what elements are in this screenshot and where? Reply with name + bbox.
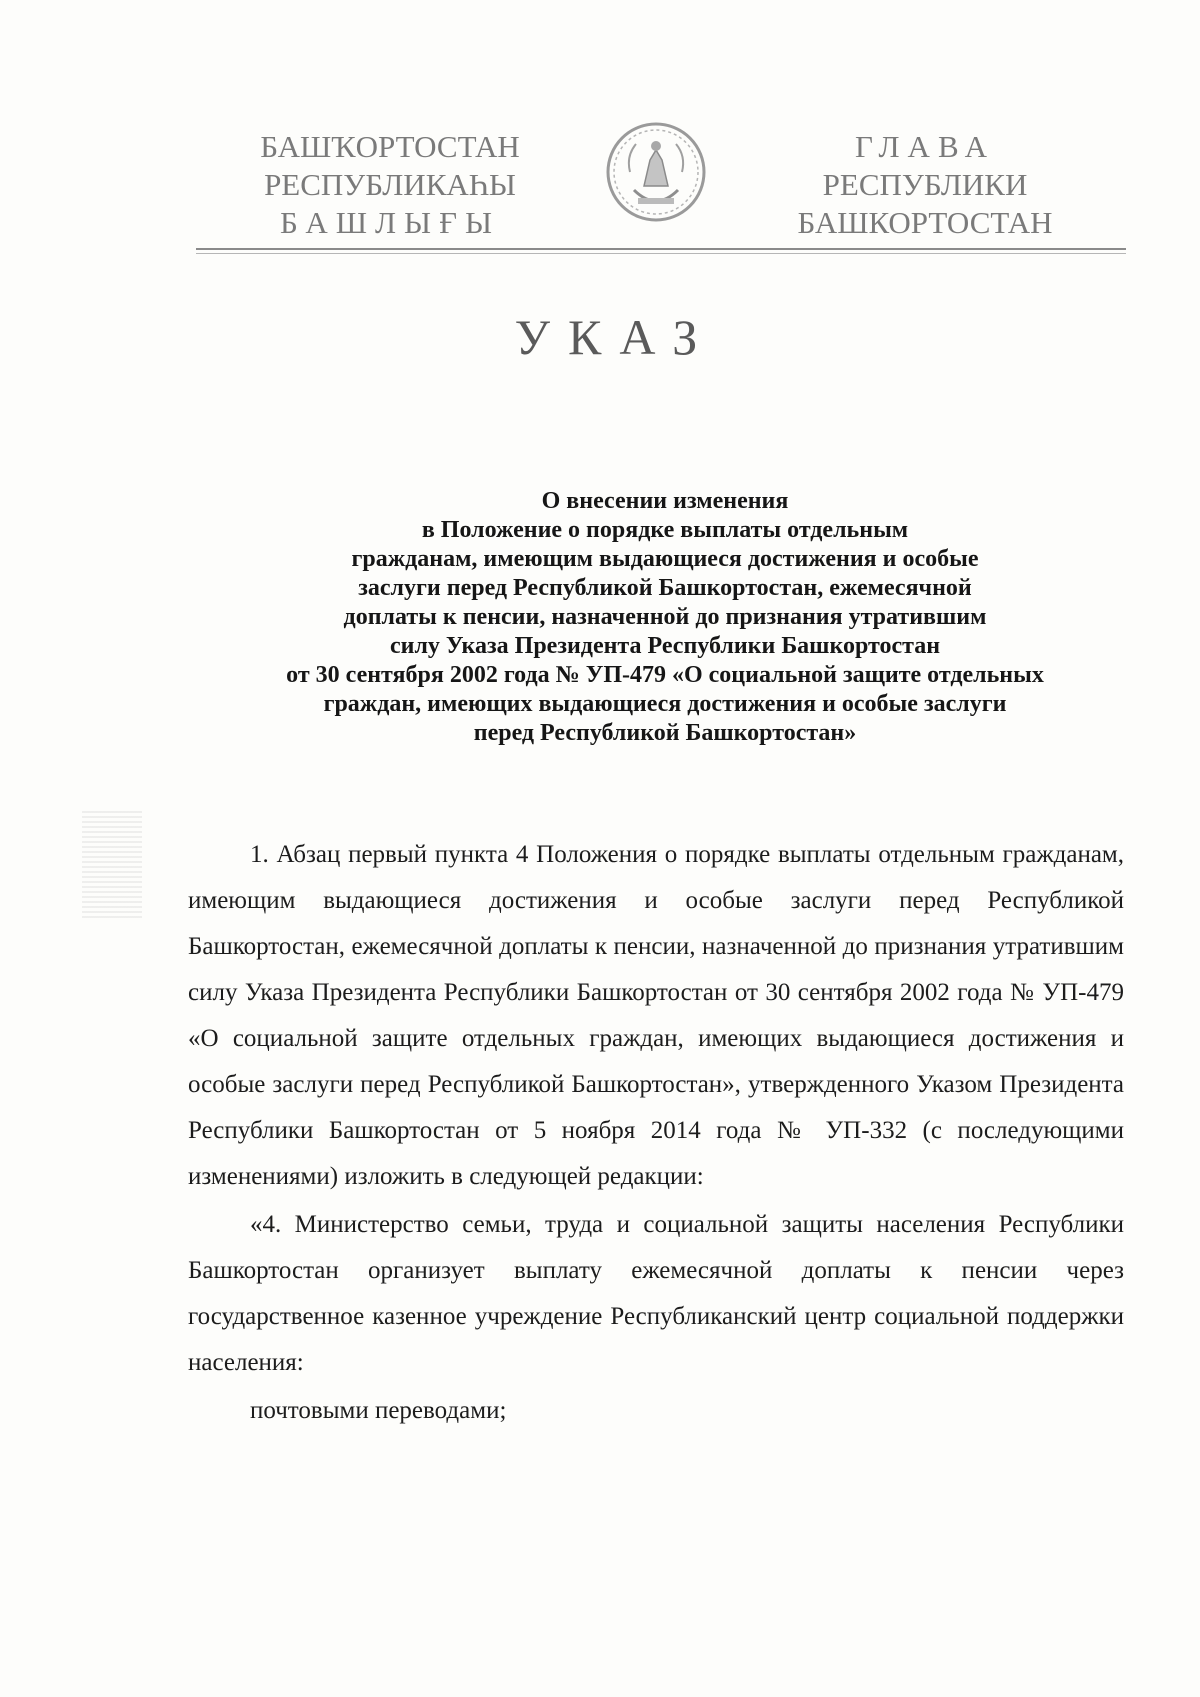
coat-of-arms-icon xyxy=(604,120,708,228)
header-left-line-2: РЕСПУБЛИКАҺЫ xyxy=(264,167,516,202)
header-divider xyxy=(196,248,1126,250)
header-right-line-2: РЕСПУБЛИКИ xyxy=(822,167,1028,202)
title-line: заслуги перед Республикой Башкортостан, ежемесячной xyxy=(358,575,972,601)
title-line: силу Указа Президента Республики Башкортостан xyxy=(389,633,941,659)
title-line: граждан, имеющих выдающиеся достижения и особые заслуги xyxy=(323,691,1007,717)
title-line: в Положение о порядке выплаты отдельным xyxy=(421,517,909,543)
title-line: доплаты к пенсии, назначенной до признания утратившим xyxy=(343,604,987,630)
header-left-line-3: БАШЛЫҒЫ xyxy=(279,205,501,240)
header-right-line-1: ГЛАВА xyxy=(854,129,996,164)
document-type-heading: УКАЗ xyxy=(514,309,716,365)
title-line: от 30 сентября 2002 года № УП-479 «О социальной защите отдельных xyxy=(286,662,1044,688)
decree-title xyxy=(200,487,1130,748)
scan-smudge xyxy=(82,808,142,918)
header-left-line-1: БАШҠОРТОСТАН xyxy=(260,129,520,164)
body-paragraph-2: «4. Министерство семьи, труда и социальной защиты населения Республики Башкортостан организует выплату ежемесячной доплаты к пенсии через государственное казенное учреждение Республиканский центр социальной поддержки населения: xyxy=(188,1211,1124,1376)
title-line: О внесении изменения xyxy=(541,488,789,514)
body-paragraph-3: почтовыми переводами; xyxy=(250,1397,507,1424)
title-line: перед Республикой Башкортостан» xyxy=(473,720,857,746)
title-line: гражданам, имеющим выдающиеся достижения и особые xyxy=(351,546,979,572)
header-right-line-3: БАШКОРТОСТАН xyxy=(797,205,1053,240)
header-russian-title xyxy=(780,128,1070,242)
header-divider-thin xyxy=(196,253,1126,254)
body-paragraph-1: 1. Абзац первый пункта 4 Положения о порядке выплаты отдельным гражданам, имеющим выдающиеся достижения и особые заслуги перед Республикой Башкортостан, ежемесячной доплаты к пенсии, назначенной до признания утратившим силу Указа Президента Республики Башкортостан от 30 сентября 2002 года № УП-479 «О социальной защите отдельных граждан, имеющих выдающиеся достижения и особые заслуги перед Республикой Башкортостан», утвержденного Указом Президента Республики Башкортостан от 5 ноября 2014 года № УП-332 (с последующими изменениями) изложить в следующей редакции: xyxy=(188,841,1124,1190)
header-bashkir-title xyxy=(230,128,550,242)
decree-body xyxy=(188,832,1124,1434)
